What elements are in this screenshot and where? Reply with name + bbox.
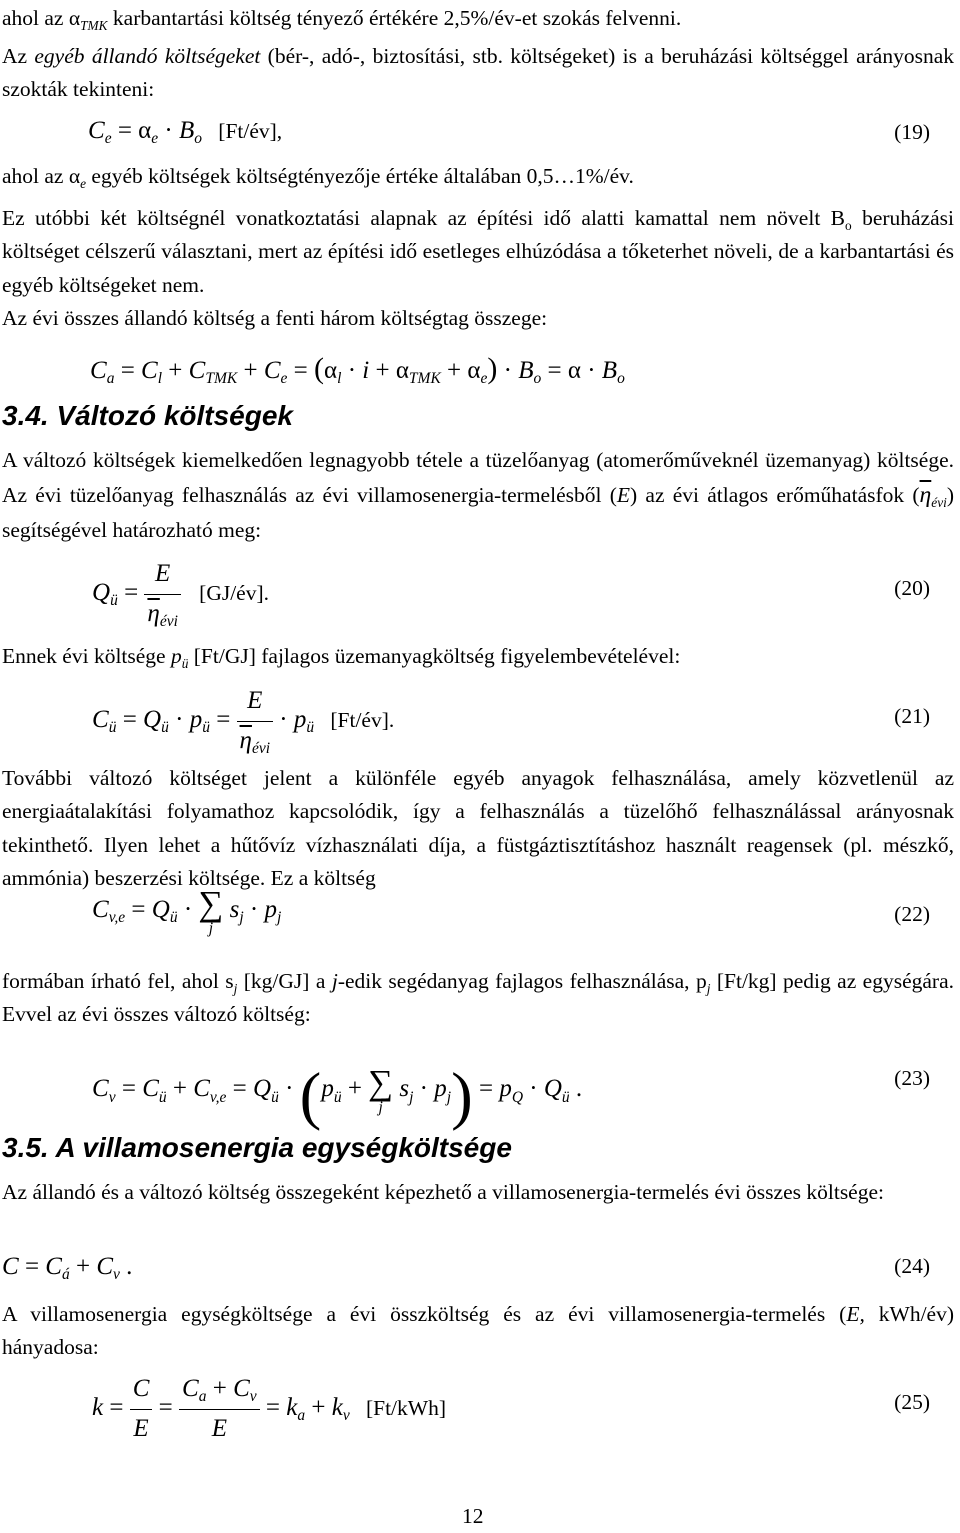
section-heading-3-4: 3.4. Változó költségek <box>2 400 293 431</box>
paragraph-other-materials: További változó költséget jelent a különféle egyéb anyagok felhasználása, amely közvetlenül az energiaátalakítási folyamathoz kapcsolódik, így a felhasználás a tüzelőhő felhasználással arányosnak tekinthető. Ilyen lehet a hűtővíz vízhasználati díja, a füstgáztisztításhoz használt reagensek (pl. mészkő, ammónia) beszerzési költsége. Ez a költség <box>2 766 954 890</box>
equation-number-21: (21) <box>894 704 930 728</box>
equation-fixed-total: $C_a = C_l + C_{TMK} + C_e = (\alpha_l \cdot i + \alpha_{TMK} + \alpha_e) \cdot B_o = \alpha \cdot B_o$ <box>90 352 625 388</box>
equation-21: $C_ü = Q_ü \cdot p_ü$ = $\frac{E}{\overline{\eta}_{évi}}$ · $p_ü$ [Ft/év]. <box>92 682 394 761</box>
equation-22: $C_{v,e} = Q_ü$ · ∑ j $s_j \cdot p_j$ <box>92 884 282 937</box>
equation-23: $C_v = C_ü + C_{v,e} = Q_ü \cdot (p_ü$ + ∑ j $s_j \cdot p_j) = p_Q \cdot Q_ü$ . <box>92 1060 583 1132</box>
equation-25: k = $\frac{C}{E}$ = $\frac{C_a + C_v}{E}$ = $k_a + k_v$ [Ft/kWh] <box>92 1370 446 1449</box>
paragraph-unit-cost: A villamosenergia egységköltsége a évi összköltség és az évi villamosenergia-termelés (E, kWh/év) hányadosa: <box>2 1302 954 1360</box>
paragraph-variable-costs: A változó költségek kiemelkedően legnagyobb tétele a tüzelőanyag (atomerőműveknél üzemanyag) költsége. Az évi tüzelőanyag felhasználás az évi villamosenergia-termelésből (E) az évi átlagos erőműhatásfok $(\overline{\eta}_{évi})$ segítségével határozható meg: <box>2 448 954 542</box>
paragraph-total-cost: Az állandó és a változó költség összegeként képezhető a villamosenergia-termelés évi összes költsége: <box>2 1180 884 1204</box>
equation-number-20: (20) <box>894 576 930 600</box>
text-line-tmk: ahol az $\alpha_{TMK}$ karbantartási költség tényező értékére 2,5%/év-et szokás felvenni. <box>2 6 682 33</box>
equation-number-22: (22) <box>894 902 930 926</box>
text-line-ae: ahol az $\alpha_e$ egyéb költségek költségtényezője értéke általában 0,5…1%/év. <box>2 164 634 191</box>
equation-number-25: (25) <box>894 1390 930 1414</box>
equation-20: $Q_ü$ = $\frac{E}{\overline{\eta}_{évi}}$ [GJ/év]. <box>92 555 269 634</box>
text-line-fuel-cost: Ennek évi költsége $p_ü$ [Ft/GJ] fajlagos üzemanyagköltség figyelembevételével: <box>2 644 681 671</box>
page-number: 12 <box>462 1504 484 1528</box>
text-line-annual-fixed: Az évi összes állandó költség a fenti három költségtag összege: <box>2 306 548 330</box>
equation-number-19: (19) <box>894 120 930 144</box>
equation-19: $C_e = \alpha_e \cdot B_o$ [Ft/év], <box>88 117 283 148</box>
paragraph-other-costs: Az egyéb állandó költségeket (bér-, adó-, biztosítási, stb. költségeket) is a beruházási költséggel arányosnak szokták tekinteni: <box>2 44 954 102</box>
paragraph-base-cost: Ez utóbbi két költségnél vonatkoztatási alapnak az építési idő alatti kamattal nem növelt $B_o$ beruházási költséget célszerű választani, mert az építési idő esetleges elhúzódása a tőketerhet növeli, de a karbantartási és egyéb költségeket nem. <box>2 206 955 297</box>
equation-number-23: (23) <box>894 1066 930 1090</box>
equation-number-24: (24) <box>894 1254 930 1278</box>
equation-24: $C = C_á + C_v$ . <box>2 1253 133 1284</box>
section-heading-3-5: 3.5. A villamosenergia egységköltsége <box>2 1132 512 1163</box>
paragraph-formula-desc: formában írható fel, ahol $s_j$ [kg/GJ] a j-edik segédanyag fajlagos felhasználása, $p_j$ [Ft/kg] pedig az egységára. Evvel az évi összes változó költség: <box>2 969 955 1027</box>
